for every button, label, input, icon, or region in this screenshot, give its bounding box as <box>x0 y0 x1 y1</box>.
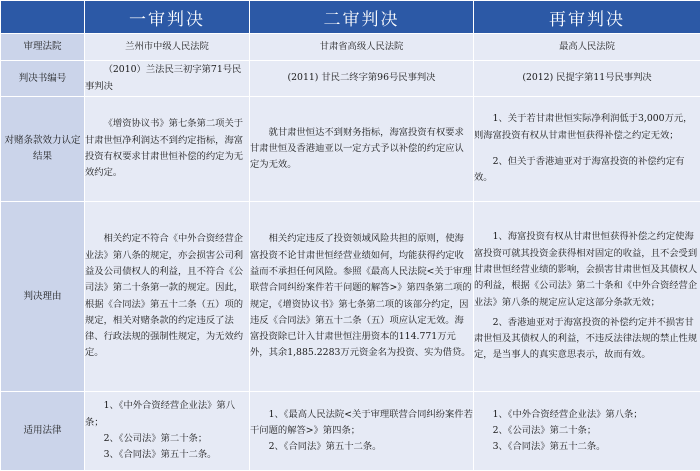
row-label-finding: 对赌条款效力认定结果 <box>1 97 85 202</box>
row-law <box>1 392 700 471</box>
row-reason <box>1 202 700 392</box>
header-second-instance: 二审判决 <box>250 1 474 34</box>
finding-first: 《增资协议书》第七条第二项关于甘肃世恒净利润达不到约定指标，海富投资有权要求甘肃世恒补偿的约定为无效约定。 <box>85 116 249 181</box>
reason-retrial-1: 1、海富投资有权从甘肃世恒获得补偿之约定使海富投资可就其投资金获得相对固定的收益，且不会受到甘肃世恒经营业绩的影响，会损害甘肃世恒及其债权人的利益，根据《公司法》第二十条和《中外合资经营企业法》第八条的规定应认定这部分条款无效； <box>474 229 700 310</box>
row-label-court: 审理法院 <box>1 34 85 61</box>
reason-retrial-2: 2、香港迪亚对于海富投资的补偿约定并不损害甘肃世恒及其债权人的利益，不违反法律法规的禁止性规定，是当事人的真实意思表示，故而有效。 <box>474 315 700 364</box>
row-docno <box>1 61 700 97</box>
docno-first: （2010）兰法民三初字第71号民事判决 <box>85 62 249 95</box>
header-row <box>1 1 700 34</box>
finding-retrial-1: 1、关于若甘肃世恒实际净利润低于3,000万元，则海富投资有权从甘肃世恒获得补偿之约定无效； <box>474 111 700 144</box>
law-retrial-3: 3、《合同法》第五十二条。 <box>474 439 700 455</box>
law-second-2: 2、《合同法》第五十二条。 <box>250 439 473 455</box>
reason-first: 相关约定不符合《中外合资经营企业法》第八条的规定，亦会损害公司利益及公司债权人的利益，且不符合《公司法》第二十条第一款的规定。因此，根据《合同法》第五十二条（五）项的规定，相关对赌条款的约定违反了法律、行政法规的强制性规定，为无效约定。 <box>85 231 249 361</box>
header-first-instance: 一审判决 <box>85 1 250 34</box>
law-first-2: 2、《公司法》第二十条； <box>85 431 249 447</box>
row-finding <box>1 97 700 202</box>
header-retrial: 再审判决 <box>474 1 700 34</box>
header-corner <box>1 1 85 34</box>
row-label-reason: 判决理由 <box>1 202 85 392</box>
docno-second: (2011) 甘民二终字第96号民事判决 <box>250 61 474 97</box>
law-retrial-1: 1、《中外合资经营企业法》第八条； <box>474 407 700 423</box>
reason-second: 相关约定违反了投资领域风险共担的原则，使海富投资不论甘肃世恒经营业绩如何，均能获得约定收益而不承担任何风险。参照《最高人民法院<关于审理联营合同纠纷案件若干问题的解答>》第四条第二项的规定，《增资协议书》第七条第二项的该部分约定，因违反《合同法》第五十二条（五）项应认定无效。海富投资除已计入甘肃世恒注册资本的114.771万元外，其余1,885.2283万元资金名为投资、实为借贷。 <box>250 231 473 361</box>
finding-retrial-2: 2、但关于香港迪亚对于海富投资的补偿约定有效。 <box>474 154 700 187</box>
law-second-1: 1、《最高人民法院<关于审理联营合同纠纷案件若干问题的解答>》第四条； <box>250 407 473 440</box>
court-second: 甘肃省高级人民法院 <box>250 34 474 61</box>
docno-retrial: (2012) 民提字第11号民事判决 <box>474 61 700 97</box>
court-first: 兰州市中级人民法院 <box>85 34 250 61</box>
law-retrial-2: 2、《公司法》第二十条； <box>474 423 700 439</box>
law-first-1: 1、《中外合资经营企业法》第八条； <box>85 398 249 431</box>
row-label-law: 适用法律 <box>1 392 85 471</box>
court-retrial: 最高人民法院 <box>474 34 700 61</box>
row-label-docno: 判决书编号 <box>1 61 85 97</box>
law-first-3: 3、《合同法》第五十二条。 <box>85 447 249 463</box>
row-court <box>1 34 700 61</box>
finding-second: 就甘肃世恒达不到财务指标，海富投资有权要求甘肃世恒及香港迪亚以一定方式予以补偿的约定应认定为无效。 <box>250 125 473 174</box>
